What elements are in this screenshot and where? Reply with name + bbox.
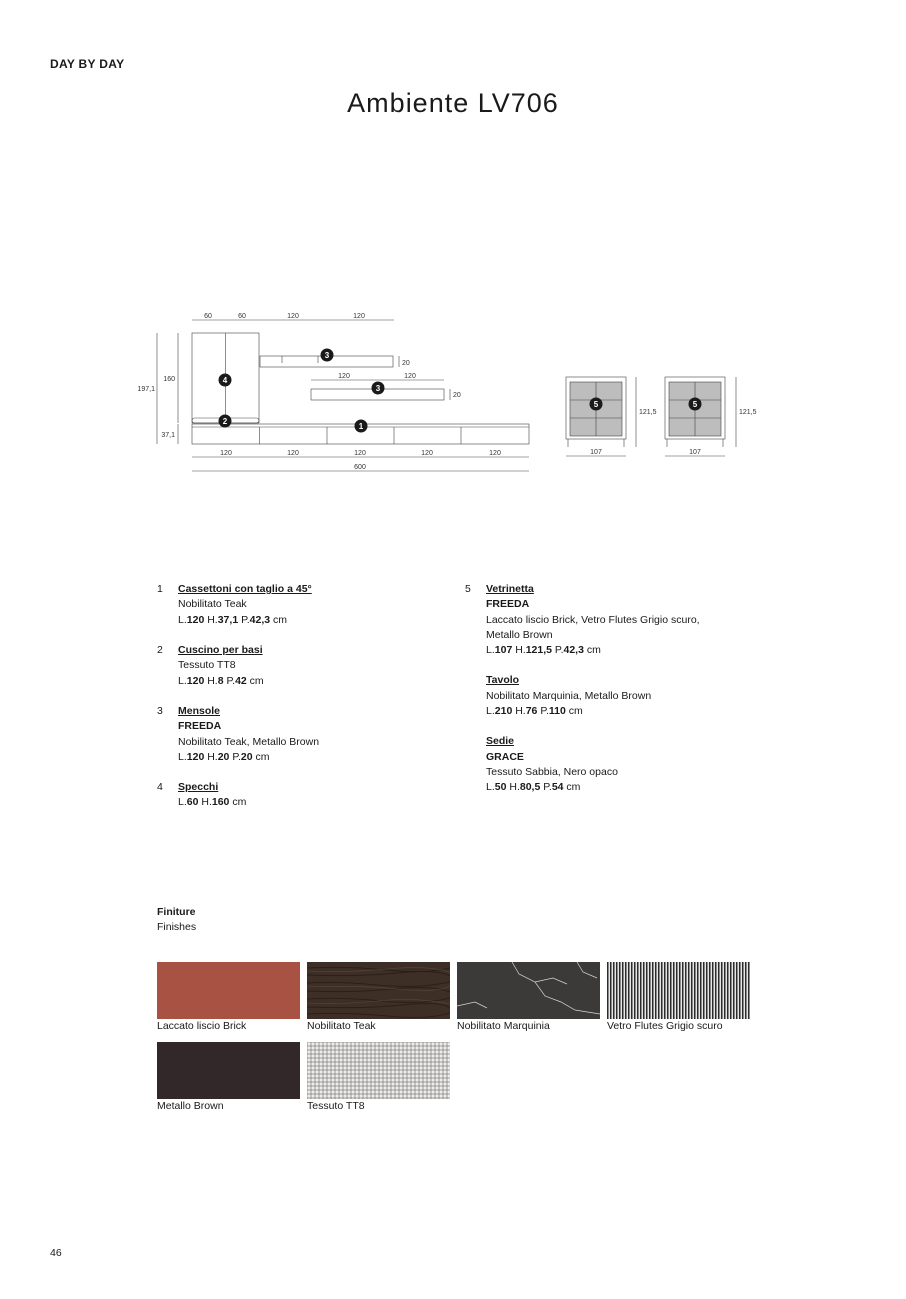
item-dims: L.60 H.160 cm <box>178 796 247 809</box>
item-title: Vetrinetta <box>486 583 534 595</box>
finishes-subtitle: Finishes <box>157 921 197 933</box>
dim-text: 600 <box>354 464 366 471</box>
dim-text: 121,5 <box>739 409 757 416</box>
dim-text: 120 <box>404 373 416 380</box>
svg-text:3: 3 <box>324 351 330 360</box>
item-dims: L.120 H.8 P.42 cm <box>178 674 264 687</box>
item-dims: L.107 H.121,5 P.42,3 cm <box>486 644 601 657</box>
item-number: 3 <box>157 705 163 717</box>
item-dims: L.120 H.37,1 P.42,3 cm <box>178 613 288 626</box>
item-dims: L.120 H.20 P.20 cm <box>178 750 270 763</box>
swatch-label: Nobilitato Marquinia <box>457 1020 550 1032</box>
item-model: FREEDA <box>178 720 222 733</box>
dim-text: 120 <box>287 313 299 320</box>
dim-text: 197,1 <box>137 386 155 393</box>
page-title: Ambiente LV706 <box>347 88 559 118</box>
swatch-nobilitato-teak <box>307 962 450 1019</box>
swatch-metallo-brown <box>157 1042 300 1099</box>
item-material: Laccato liscio Brick, Vetro Flutes Grigio scuro, <box>486 613 700 626</box>
composition-drawing <box>0 300 906 490</box>
dim-text: 120 <box>489 450 501 457</box>
item-material: Nobilitato Teak, Metallo Brown <box>178 735 320 748</box>
marker-5 <box>590 398 603 411</box>
swatch-label: Metallo Brown <box>157 1100 224 1112</box>
dim-text: 120 <box>220 450 232 457</box>
item-number: 4 <box>157 781 163 793</box>
dim-text: 121,5 <box>639 409 657 416</box>
page-number: 46 <box>50 1247 62 1259</box>
svg-text:3: 3 <box>375 384 381 393</box>
marker-1 <box>355 420 368 433</box>
dim-text: 120 <box>354 450 366 457</box>
item-material: Tessuto Sabbia, Nero opaco <box>486 765 618 778</box>
item-dims: L.210 H.76 P.110 cm <box>486 705 583 718</box>
item-number: 5 <box>465 583 471 595</box>
dim-text: 107 <box>689 449 701 456</box>
item-title: Sedie <box>486 735 515 748</box>
marker-3 <box>372 382 385 395</box>
dim-text: 60 <box>238 313 246 320</box>
swatch-label: Laccato liscio Brick <box>157 1020 247 1032</box>
swatch-nobilitato-marquinia <box>457 962 600 1019</box>
item-material: Nobilitato Teak <box>178 598 247 611</box>
svg-text:2: 2 <box>222 417 228 426</box>
dim-text: 120 <box>421 450 433 457</box>
block-vetrinetta <box>486 582 846 658</box>
swatch-vetro-flutes <box>607 962 750 1019</box>
dim-text: 120 <box>353 313 365 320</box>
svg-text:1: 1 <box>358 422 364 431</box>
dim-text: 20 <box>453 392 461 399</box>
item-material: Metallo Brown <box>486 628 553 641</box>
item-material: Nobilitato Marquinia, Metallo Brown <box>486 689 652 702</box>
swatch-laccato-brick <box>157 962 300 1019</box>
svg-text:5: 5 <box>593 400 599 409</box>
marker-5 <box>689 398 702 411</box>
swatch-label: Vetro Flutes Grigio scuro <box>607 1020 723 1032</box>
finishes-title: Finiture <box>157 906 196 918</box>
marker-4 <box>219 374 232 387</box>
swatch-tessuto-tt8 <box>307 1042 450 1099</box>
item-title: Cassettoni con taglio a 45° <box>178 583 312 595</box>
item-dims: L.50 H.80,5 P.54 cm <box>486 781 581 794</box>
item-title: Cuscino per basi <box>178 644 263 656</box>
dim-text: 120 <box>338 373 350 380</box>
block-sedie <box>486 734 846 795</box>
item-number: 1 <box>157 583 163 595</box>
marker-3 <box>321 349 334 362</box>
svg-text:4: 4 <box>222 376 228 385</box>
swatch-label: Tessuto TT8 <box>307 1100 365 1112</box>
dim-text: 107 <box>590 449 602 456</box>
item-number: 2 <box>157 644 163 656</box>
item-title: Tavolo <box>486 674 520 687</box>
dim-text: 37,1 <box>161 432 175 439</box>
dim-text: 60 <box>204 313 212 320</box>
block-tavolo <box>486 673 846 719</box>
dim-text: 20 <box>402 360 410 367</box>
dim-text: 120 <box>287 450 299 457</box>
swatch-label: Nobilitato Teak <box>307 1020 376 1032</box>
svg-text:5: 5 <box>692 400 698 409</box>
item-model: GRACE <box>486 750 524 763</box>
marker-2 <box>219 415 232 428</box>
dim-text: 160 <box>163 376 175 383</box>
item-title: Specchi <box>178 781 219 793</box>
item-title: Mensole <box>178 705 221 717</box>
item-material: Tessuto TT8 <box>178 659 236 672</box>
brand-label: DAY BY DAY <box>50 57 125 71</box>
item-model: FREEDA <box>486 598 530 611</box>
